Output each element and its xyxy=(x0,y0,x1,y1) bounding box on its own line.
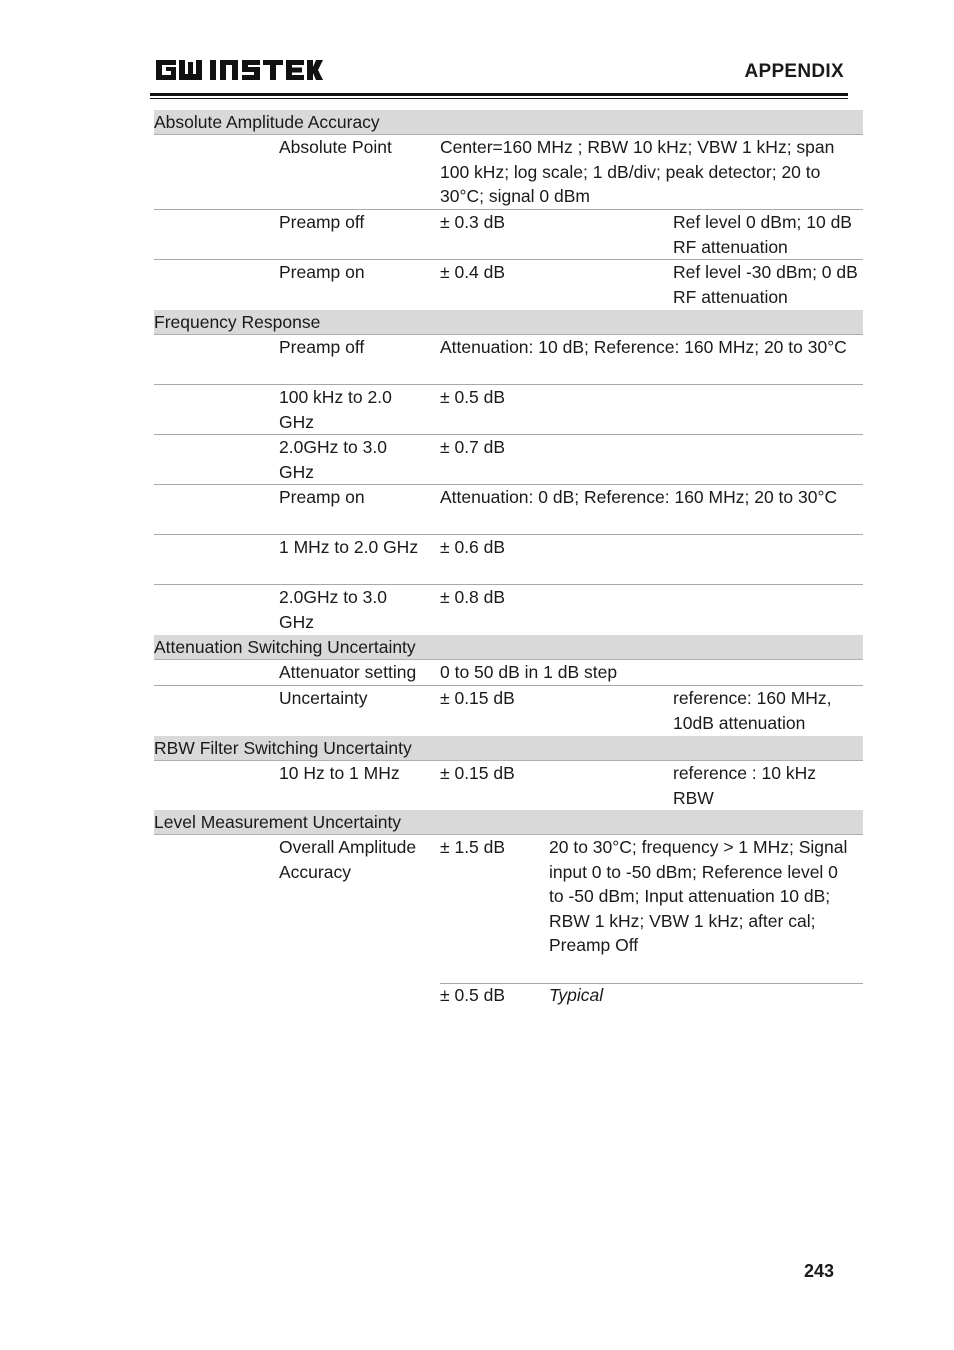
spec-value: 0 to 50 dB in 1 dB step xyxy=(440,662,618,682)
spec-row xyxy=(154,385,863,435)
section-title: APPENDIX xyxy=(744,61,844,82)
spec-table xyxy=(154,110,863,1009)
spec-label: Overall Amplitude Accuracy xyxy=(279,837,417,882)
group-title: Frequency Response xyxy=(154,312,321,332)
spec-condition: Ref level 0 dBm; 10 dB RF attenuation xyxy=(673,212,852,257)
spec-label: Preamp on xyxy=(279,487,365,507)
spec-row xyxy=(154,260,863,310)
spec-label: 2.0GHz to 3.0 GHz xyxy=(279,437,387,482)
spec-condition: 20 to 30°C; frequency > 1 MHz; Signal input 0 to -50 dBm; Reference level 0 to -50 dBm; Input attenuation 10 dB; RBW 1 kHz; VBW 1 kHz; after cal; Preamp Off xyxy=(549,837,848,955)
spec-value: Attenuation: 10 dB; Reference: 160 MHz; 20 to 30°C xyxy=(440,337,847,357)
spec-row xyxy=(154,210,863,260)
spec-value: ± 0.8 dB xyxy=(440,587,506,607)
spec-condition: Typical xyxy=(549,985,604,1005)
group-title: Level Measurement Uncertainty xyxy=(154,812,402,832)
group-header xyxy=(154,310,863,335)
spec-value: ± 0.15 dB xyxy=(440,688,515,708)
spec-row xyxy=(154,335,863,385)
group-title: RBW Filter Switching Uncertainty xyxy=(154,738,412,758)
spec-value: ± 0.4 dB xyxy=(440,262,506,282)
spec-label: Uncertainty xyxy=(279,688,368,708)
spec-label: Preamp off xyxy=(279,212,365,232)
spec-condition: reference : 10 kHz RBW xyxy=(673,763,816,808)
spec-value: ± 0.6 dB xyxy=(440,537,506,557)
spec-row xyxy=(154,485,863,535)
spec-row xyxy=(154,835,863,983)
spec-row xyxy=(154,585,863,635)
spec-label: Absolute Point xyxy=(279,137,392,157)
spec-row xyxy=(154,983,863,1009)
group-header xyxy=(154,736,863,761)
spec-label: Preamp off xyxy=(279,337,365,357)
spec-value: ± 0.5 dB xyxy=(440,387,506,407)
spec-value: ± 0.15 dB xyxy=(440,763,515,783)
group-header xyxy=(154,110,863,135)
spec-value: ± 1.5 dB xyxy=(440,837,506,857)
group-title: Attenuation Switching Uncertainty xyxy=(154,637,416,657)
spec-value: Center=160 MHz ; RBW 10 kHz; VBW 1 kHz; span 100 kHz; log scale; 1 dB/div; peak detector; 20 to 30°C; signal 0 dBm xyxy=(440,137,835,206)
header-rule-thin xyxy=(150,98,848,99)
spec-row xyxy=(154,761,863,810)
spec-row xyxy=(154,660,863,686)
spec-value: ± 0.7 dB xyxy=(440,437,506,457)
spec-row xyxy=(154,135,863,210)
spec-condition: Ref level -30 dBm; 0 dB RF attenuation xyxy=(673,262,858,307)
spec-condition: reference: 160 MHz, 10dB attenuation xyxy=(673,688,832,733)
spec-label: 2.0GHz to 3.0 GHz xyxy=(279,587,387,632)
spec-value: Attenuation: 0 dB; Reference: 160 MHz; 20 to 30°C xyxy=(440,487,838,507)
page-number: 243 xyxy=(803,1261,834,1281)
gw-instek-logo xyxy=(154,56,324,84)
group-header xyxy=(154,635,863,660)
spec-label: Attenuator setting xyxy=(279,662,417,682)
spec-row xyxy=(154,535,863,585)
spec-row xyxy=(154,435,863,485)
spec-label: Preamp on xyxy=(279,262,365,282)
spec-row xyxy=(154,686,863,736)
spec-label: 10 Hz to 1 MHz xyxy=(279,763,400,783)
spec-value: ± 0.3 dB xyxy=(440,212,506,232)
group-header xyxy=(154,810,863,835)
spec-label: 100 kHz to 2.0 GHz xyxy=(279,387,392,432)
header-rule xyxy=(150,93,848,96)
spec-value: ± 0.5 dB xyxy=(440,985,506,1005)
group-title: Absolute Amplitude Accuracy xyxy=(154,112,380,132)
spec-label: 1 MHz to 2.0 GHz xyxy=(279,537,419,557)
